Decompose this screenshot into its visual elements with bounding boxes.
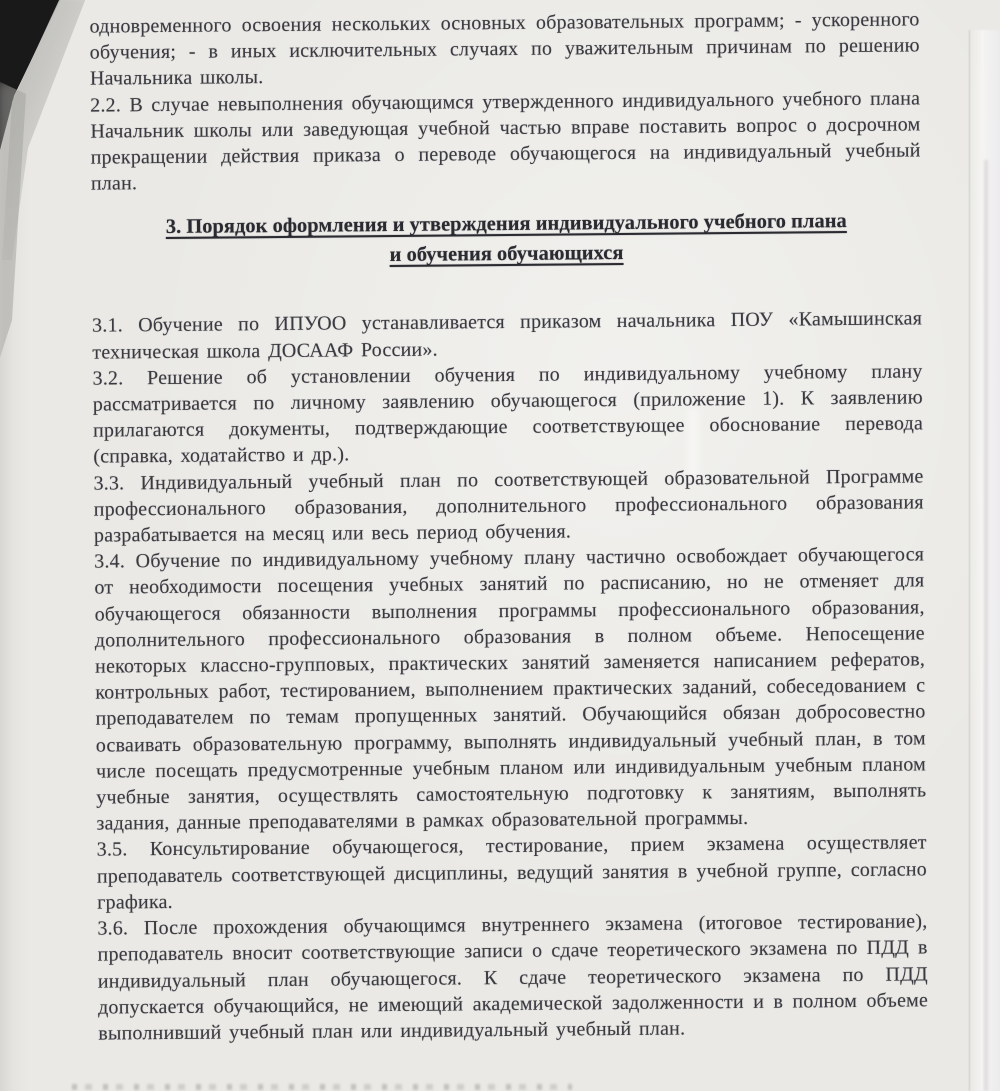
document-paragraph: 2.2. В случае невыполнения обучающимся утвержденного индивидуального учебного плана Начальник школы или заведующая учебной частью вправе поставить вопрос о досрочном прекращении действия приказа о переводе обучающегося на индивидуальный учебный план. <box>90 87 921 195</box>
scan-bottom-noise <box>72 1084 572 1090</box>
section-heading-text: и обучения обучающихся <box>389 242 624 267</box>
document-paragraph: 3.2. Решение об установлении обучения по индивидуальному учебному плану рассматривается по личному заявлению обучающегося (приложение 1). К заявлению прилагаются документы, подтверждающие соответствующее обоснование перевода (справка, ходатайство и др.). <box>92 360 924 469</box>
document-paragraph: 3.5. Консультирование обучающегося, тестирование, прием экзамена осуществляет преподаватель соответствующей дисциплины, ведущий занятия в учебной группе, согласно графика. <box>96 831 928 914</box>
document-paragraph: 3.1. Обучение по ИПУОО устанавливается приказом начальника ПОУ «Камышинская техническая школа ДОСААФ России». <box>92 307 923 364</box>
document-content <box>89 6 928 1046</box>
section-heading-text: 3. Порядок оформления и утверждения индивидуального учебного плана <box>165 210 847 239</box>
section-heading <box>91 206 921 273</box>
document-paragraph: одновременного освоения нескольких основных образовательных программ; - ускоренного обучения; - в иных исключительных случаях по уважительным причинам по решению Начальника школы. <box>89 8 920 91</box>
document-paragraph: 3.3. Индивидуальный учебный план по соответствующей образовательной Программе профессионального образования, дополнительного профессионального образования разрабатывается на месяц или весь период обучения. <box>93 465 924 547</box>
document-paragraph: 3.6. После прохождения обучающимся внутреннего экзамена (итоговое тестирование), преподаватель вносит соответствующие записи о сдаче теоретического экзамена по ПДД в индивидуальный план обучающегося. К сдаче теоретического экзамена по ПДД допускается обучающийся, не имеющий академической задолженности и в полном объеме выполнивший учебный план или индивидуальный учебный план. <box>97 910 929 1045</box>
page-right-edge-streak <box>984 160 988 1091</box>
document-paragraph: 3.4. Обучение по индивидуальному учебному плану частично освобождает обучающегося от необходимости посещения учебных занятий по расписанию, но не отменяет для обучающегося обязанности выполнения программы профессионального образования, дополнительного профессионального образования в полном объеме. Непосещение некоторых классно-групповых, практических занятий заменяется написанием рефератов, контрольных работ, тестированием, выполнением практических заданий, собеседованием с преподавателем по темам пропущенных занятий. Обучающийся обязан добросовестно осваивать образовательную программу, выполнять индивидуальный учебный план, в том числе посещать предусмотренные учебным планом или индивидуальным учебным планом учебные занятия, осуществлять самостоятельную подготовку к занятиям, выполнять задания, данные преподавателями в рамках образовательной программы. <box>94 543 927 835</box>
